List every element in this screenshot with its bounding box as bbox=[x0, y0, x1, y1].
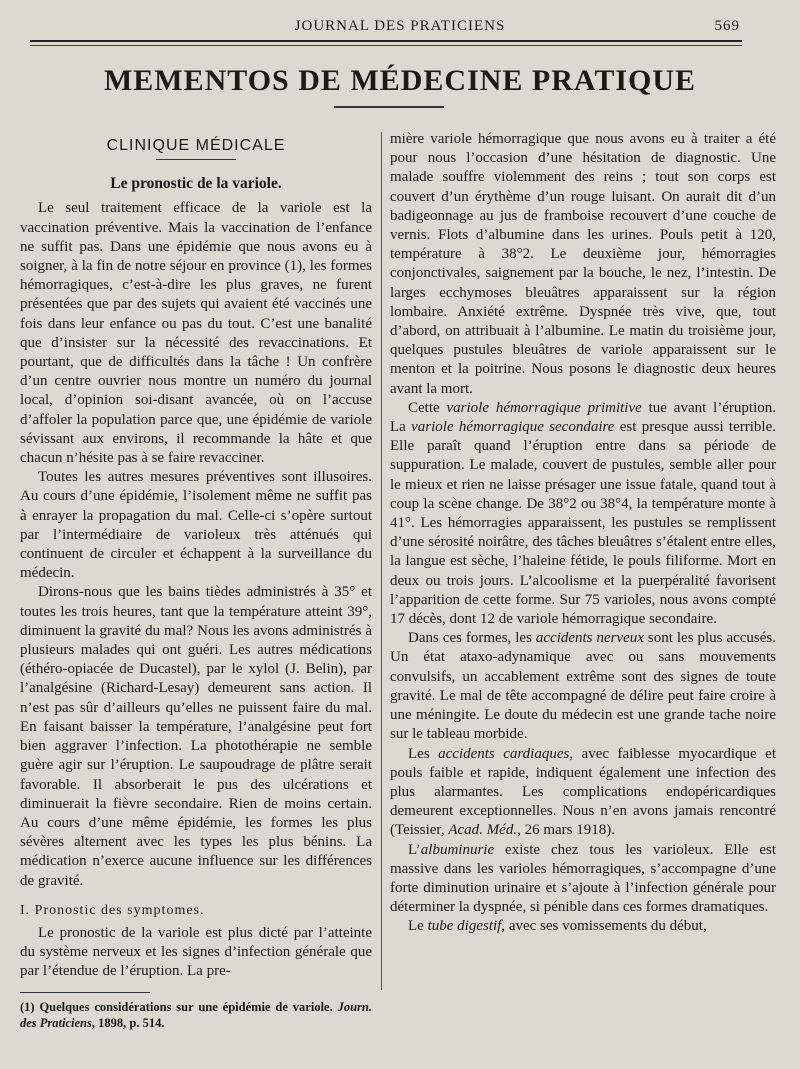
section-rule bbox=[156, 159, 236, 160]
text-run: L’ bbox=[408, 841, 421, 858]
left-paragraph-4: Le pronostic de la variole est plus dicté par l’atteinte du système nerveux et les signes d’infection générale que par l’étendue de l’éruption. La pre- bbox=[20, 924, 372, 980]
page-number: 569 bbox=[714, 18, 740, 34]
emphasis: variole hémorragique primitive bbox=[446, 399, 642, 416]
text-run: Les bbox=[408, 745, 439, 762]
footnote-text: (1) Quelques considérations sur une épidémie de variole. bbox=[20, 999, 338, 1014]
right-paragraph-6 bbox=[390, 917, 776, 936]
emphasis: tube digestif, bbox=[427, 918, 506, 935]
text-run: Cette bbox=[408, 399, 447, 416]
left-paragraph-1: Le seul traitement efficace de la variole est la vaccination préventive. Mais la vaccination de l’enfance ne suffit pas. Dans une épidémie que nous avons eu à soigner, à la fin de notre séjour en province (1), les formes hémorragiques, c’est-à-dire les plus graves, ne furent présentées que par des sujets qui avaient été vaccinés une fois dans leur enfance ou pas du tout. C’est une banalité que d’insister sur la nécessité des revaccinations. Et pourtant, que de difficultés dans la tâche ! Un confrère d’un centre ouvrier nous montre un numéro du journal local, d’opinion soi-disant avancée, où on l’accuse d’affoler la population parce que, une épidémie de variole sévissant aux environs, il recommande la hâte et que chacun n’hésite pas à se faire revacciner. bbox=[20, 200, 372, 467]
text-run: , 26 mars 1918). bbox=[517, 822, 615, 839]
journal-title: JOURNAL DES PRATICIENS bbox=[294, 18, 506, 34]
header-rule-thin bbox=[30, 45, 742, 46]
text-run: Dans ces formes, les bbox=[408, 630, 536, 647]
text-run: est presque aussi terrible. Elle paraît quand l’éruption entre dans sa période de suppuration. Le malade, couvert de pustules, semble aller pour le mieux et rien ne laisse présager une issue fatale, quand tout à coup la scène change. De 38°2 ou 38°4, la température monte à 41°. Les hémorragies apparaissent, les pustules se remplissent d’une sérosité noirâtre, des tâches bleuâtres s’étalent entre elles, la langue est sèche, l’haleine fétide, le pouls filiforme. Mort en deux ou trois jours. L’alcoolisme et la puerpéralité favorisent l’apparition de cette forme. Sur 75 varioles, nous avons compté 17 décès, dont 12 de variole hémorragique secondaire. bbox=[390, 419, 776, 628]
footnote-citation: , 1898, p. 514. bbox=[91, 1015, 165, 1030]
text-run: tue avant l’éruption. La bbox=[390, 399, 776, 436]
text-run: avec faiblesse myocardique et pouls faible et rapide, indiquent également une infection des plus alarmantes. Les complications endopéricardiques demeurent exceptionnelles. Nous n’en avons jamais rencontré (Teissier, bbox=[390, 745, 776, 839]
main-title: MEMENTOS DE MÉDECINE PRATIQUE bbox=[103, 64, 697, 97]
article-title: Le pronostic de la variole. bbox=[110, 175, 282, 193]
right-paragraph-4 bbox=[390, 745, 776, 841]
right-column bbox=[390, 130, 776, 937]
emphasis: accidents nerveux bbox=[535, 630, 644, 647]
left-paragraph-2: Toutes les autres mesures préventives sont illusoires. Au cours d’une épidémie, l’isolement même ne suffit pas à enrayer la propagation du mal. Celle-ci s’opère surtout par l’intermédiaire de varioleux très atténués qui continuent de circuler et échappent à la surveillance du médecin. bbox=[20, 469, 372, 582]
column-divider bbox=[381, 132, 382, 990]
footnote-journal: Journ. des Praticiens bbox=[20, 999, 372, 1030]
emphasis: Acad. Méd. bbox=[448, 822, 518, 839]
text-run: Le bbox=[408, 918, 428, 935]
right-paragraph-1: mière variole hémorragique que nous avons eu à traiter a été pour nous l’occasion d’une hésitation de diagnostic. Une malade souffre violemment des reins ; tout son corps est couvert d’un érythème d’un rouge luisant. On aurait dit d’un badigeonnage au jus de framboise recouvert d’une couche de vernis. Flots d’albumine dans les urines. Pouls petit à 120, température à 38°2. Le deuxième jour, hémorragies conjonctivales, saignement par la bouche, le nez, l’intestin. De larges ecchymoses bleuâtres apparaissent sur la région lombaire. Anxiété extrême. Dyspnée très vive, que, tout d’abord, on attribuait à l’albumine. Le matin du troisième jour, quelques pustules bleuâtres de variole apparaissent sur le menton et la poitrine. Nous posons le diagnostic deux heures avant la mort. bbox=[390, 131, 776, 397]
text-run: avec ses vomissements du début, bbox=[505, 918, 707, 935]
right-paragraph-5 bbox=[390, 841, 776, 918]
right-paragraph-3 bbox=[390, 629, 776, 744]
emphasis: albuminurie bbox=[420, 841, 495, 858]
section-label: CLINIQUE MÉDICALE bbox=[106, 137, 286, 154]
text-run: existe chez tous les varioleux. Elle est massive dans les varioles hémorragiques, s’accompagne d’une forte diminution urinaire et s’ajoute à l’infection générale pour déterminer la dyspnée, si pénible dans ces formes dramatiques. bbox=[390, 841, 776, 916]
title-rule bbox=[334, 106, 444, 108]
footnote-rule bbox=[20, 992, 150, 993]
footnote bbox=[20, 999, 372, 1031]
left-column bbox=[20, 130, 372, 1031]
emphasis: variole hémorragique secondaire bbox=[411, 419, 615, 436]
right-paragraph-2 bbox=[390, 399, 776, 629]
emphasis: accidents cardiaques, bbox=[438, 745, 574, 762]
header-rule bbox=[30, 40, 742, 42]
left-paragraph-3: Dirons-nous que les bains tièdes administrés à 35° et toutes les trois heures, tant que la température atteint 39°, diminuent la gravité du mal? Nous les avons administrés à plusieurs malades qui ont guéri. Les autres médications (éthéro-opiacée de Ducastel), par le xylol (J. Belin), par l’analgésine (Richard-Lesay) demeurent sans action. Il n’est pas sûr d’ailleurs qu’elles ne puissent faire du mal. En faisant baisser la température, l’analgésine peut fort bien aggraver l’infection. La photothérapie ne semble guère agir sur l’éruption. Le saupoudrage de plâtre serait favorable. Il absorberait le pus des ulcérations et diminuerait la fièvre secondaire. Rien de moins certain. Au cours d’une même épidémie, les formes les plus sévères alternent avec les types les plus bénins. La médication n’exerce aucune influence sur les différences de gravité. bbox=[20, 584, 372, 889]
section-heading: I. Pronostic des symptomes. bbox=[20, 902, 205, 918]
text-run: sont les plus accusés. Un état ataxo-adynamique avec ou sans mouvements convulsifs, un accablement extrême sont des signes de toute gravité. Le mal de tête accompagné de délire peut faire croire à une méningite. Le doute du médecin est une grande tache noire sur le tableau morbide. bbox=[390, 630, 777, 743]
